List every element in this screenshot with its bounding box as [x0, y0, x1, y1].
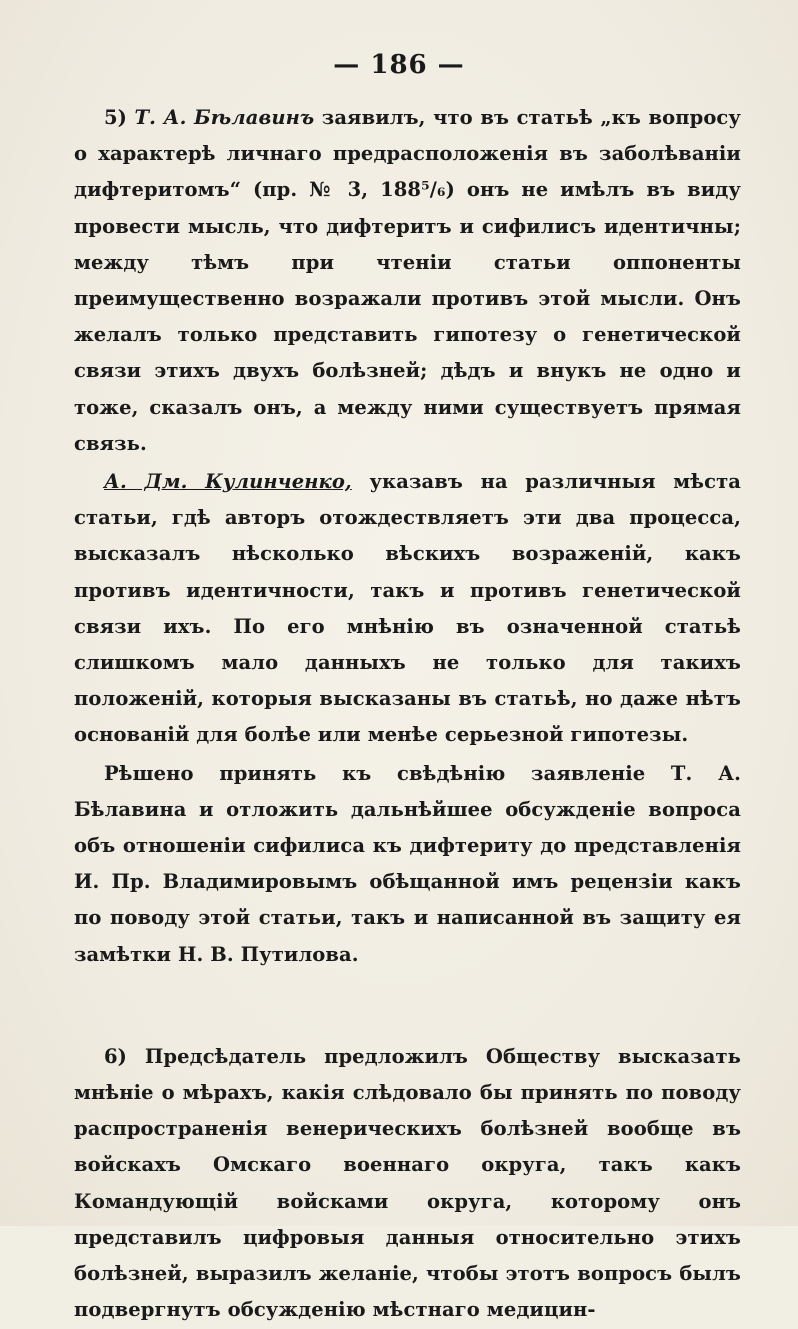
- item-number: 5): [104, 106, 135, 129]
- paragraph-5: [74, 100, 741, 462]
- speaker-name: А. Дм. Кулинченко,: [104, 470, 352, 494]
- paragraph-6: 6) Предсѣдатель предложилъ Обществу высказать мнѣніе о мѣрахъ, какія слѣдовало бы принять по поводу распространенія венерическихъ болѣзней вообще въ войскахъ Омскаго военнаго округа, такъ какъ Командующій войсками округа, которому онъ представилъ цифровыя данныя относительно этихъ болѣзней, выразилъ желаніе, чтобы этотъ вопросъ былъ подвергнутъ обсужденію мѣстнаго медицин-: [74, 1044, 741, 1322]
- speaker-name: Т. А. Бѣлавинъ: [134, 106, 315, 129]
- paragraph-kulinchenko: [74, 464, 741, 754]
- page-number: — 186 —: [333, 50, 465, 80]
- paragraph-resolution: Рѣшено принять къ свѣдѣнію заявленіе Т. А. Бѣлавина и отложить дальнѣйшее обсужденіе вопроса объ отношеніи сифилиса къ дифтериту до представленія И. Пр. Владимировымъ обѣщанной имъ рецензіи какъ по поводу этой статьи, такъ и написанной въ защиту ея замѣтки Н. В. Путилова.: [74, 761, 741, 966]
- page-body: [74, 100, 741, 1329]
- paragraph-text: заявилъ, что въ статьѣ „къ вопросу о характерѣ личнаго предрасположенія въ заболѣваніи дифтеритомъ“ (пр. № 3, 188⁵/₆) онъ не имѣлъ въ виду провести мысль, что дифтеритъ и сифилисъ идентичны; между тѣмъ при чтеніи статьи оппоненты преимущественно возражали противъ этой мысли. Онъ желалъ только представить гипотезу о генетической связи этихъ двухъ болѣзней; дѣдъ и внукъ не одно и тоже, сказалъ онъ, а между ними существуетъ прямая связь.: [74, 106, 741, 455]
- section-gap: [74, 973, 741, 1039]
- paragraph-text: указавъ на различныя мѣста статьи, гдѣ авторъ отождествляетъ эти два процесса, высказалъ нѣсколько вѣскихъ возраженій, какъ противъ идентичности, такъ и противъ генетической связи ихъ. По его мнѣнію въ означенной статьѣ слишкомъ мало данныхъ не только для такихъ положеній, которыя высказаны въ статьѣ, но даже нѣтъ основаній для болѣе или менѣе серьезной гипотезы.: [74, 470, 742, 747]
